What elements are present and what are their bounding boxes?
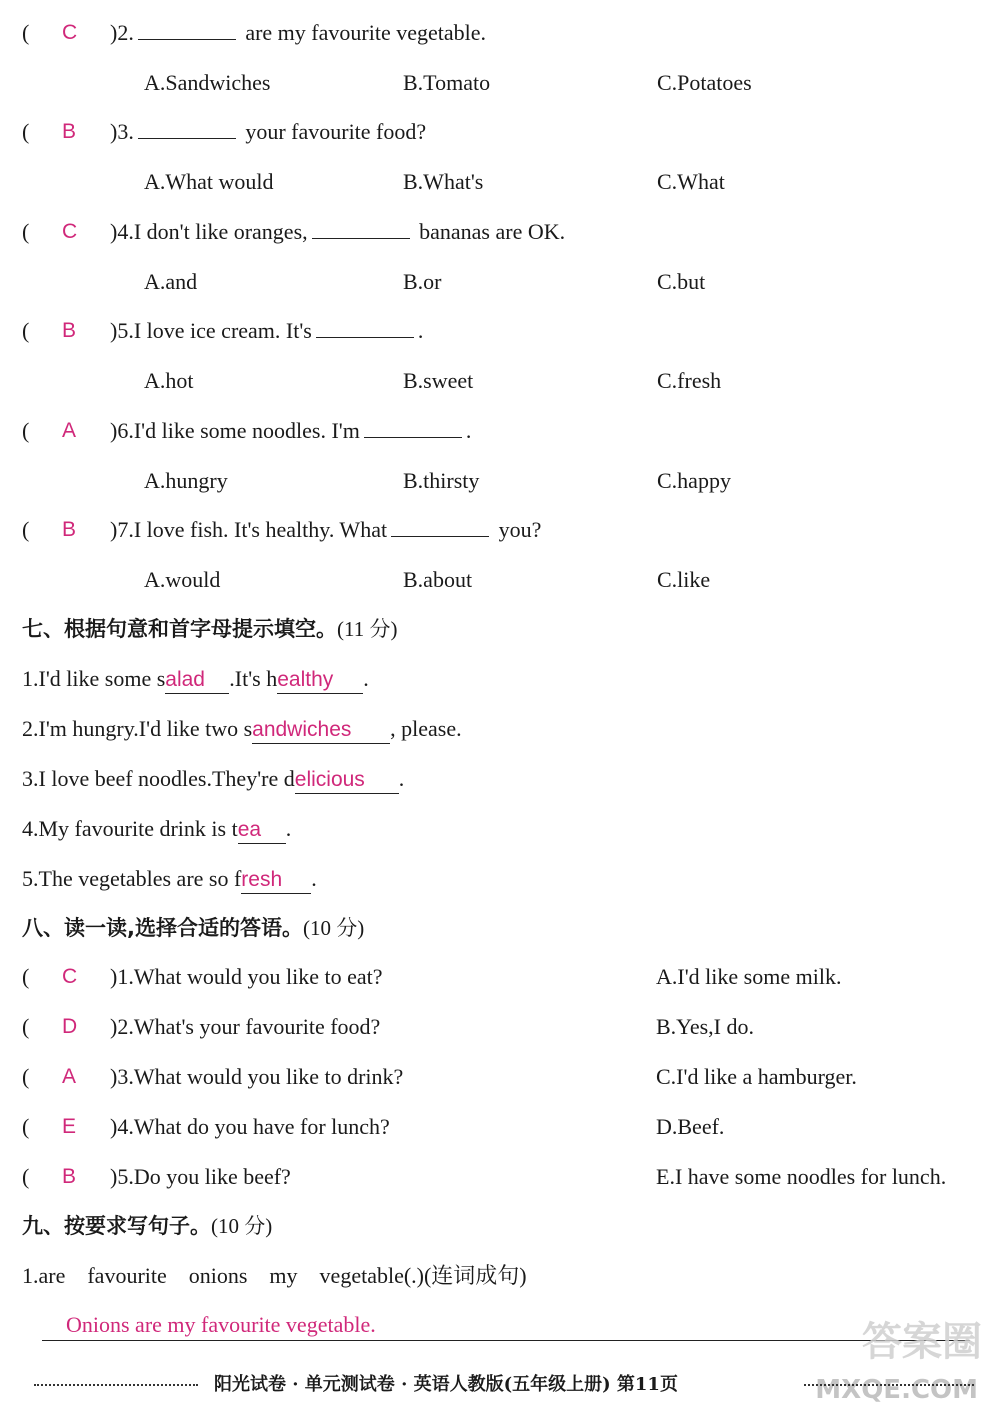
- section-9-heading: 九、按要求写句子。(10 分): [22, 1214, 273, 1238]
- match-row-4: ( E )4.What do you have for lunch?: [0, 1112, 1000, 1142]
- match-row-1: ( C )1.What would you like to eat?: [0, 962, 1000, 992]
- option-c: C.Potatoes: [657, 70, 752, 95]
- watermark-logo: 答案圈: [862, 1319, 982, 1365]
- section-7-heading: 七、根据句意和首字母提示填空。(11 分): [22, 617, 398, 641]
- mc-question-5: ( B )5.I love ice cream. It's .: [0, 316, 1000, 346]
- option-b: B.What's: [403, 169, 484, 194]
- mc-answer: A: [62, 419, 77, 442]
- fill-answer: andwiches: [252, 717, 390, 744]
- option-c: C.but: [657, 269, 706, 294]
- match-row-5: ( B )5.Do you like beef?: [0, 1162, 1000, 1192]
- option-a: A.would: [144, 567, 221, 592]
- answer-blank: [312, 218, 410, 239]
- fill-item-3: 3.I love beef noodles.They're delicious .: [22, 764, 404, 794]
- answer-blank: [364, 417, 462, 438]
- watermark-url: MXQE.COM: [815, 1375, 978, 1405]
- match-answer: D: [62, 1015, 78, 1038]
- answer-blank: [138, 19, 236, 40]
- footer-dots-left: [34, 1384, 198, 1386]
- fill-answer: alad: [165, 667, 229, 694]
- option-a: A.Sandwiches: [144, 70, 271, 95]
- fill-item-1: 1.I'd like some salad .It's healthy .: [22, 664, 369, 694]
- fill-item-2: 2.I'm hungry.I'd like two sandwiches , please.: [22, 714, 462, 744]
- mc-question-2: ( C )2. are my favourite vegetable.: [0, 18, 1000, 48]
- option-c: C.happy: [657, 468, 731, 493]
- option-c: C.like: [657, 567, 711, 592]
- mc-answer: B: [62, 319, 77, 342]
- match-answer: B: [62, 1165, 77, 1188]
- match-answer: A: [62, 1065, 77, 1088]
- paren-left: (: [22, 20, 30, 45]
- rewrite-answer: Onions are my favourite vegetable.: [66, 1312, 376, 1337]
- match-answer: C: [62, 965, 78, 988]
- answer-blank: [316, 317, 414, 338]
- match-reply: B.Yes,I do.: [656, 1014, 755, 1039]
- option-b: B.about: [403, 567, 473, 592]
- mc-answer: C: [62, 220, 78, 243]
- match-answer: E: [62, 1115, 77, 1138]
- option-b: B.Tomato: [403, 70, 491, 95]
- match-reply: E.I have some noodles for lunch.: [656, 1164, 947, 1189]
- section-8-heading: 八、读一读,选择合适的答语。(10 分): [22, 916, 365, 940]
- mc-answer: B: [62, 120, 77, 143]
- option-b: B.sweet: [403, 368, 474, 393]
- answer-blank: [391, 516, 489, 537]
- page-footer: [0, 1368, 1000, 1398]
- option-a: A.hungry: [144, 468, 228, 493]
- option-a: A.hot: [144, 368, 194, 393]
- match-reply: A.I'd like some milk.: [656, 964, 842, 989]
- mc-question-4: ( C )4.I don't like oranges, bananas are OK.: [0, 217, 1000, 247]
- footer-dots-right: [804, 1384, 974, 1386]
- mc-question-3: ( B )3. your favourite food?: [0, 117, 1000, 147]
- answer-blank: [138, 118, 236, 139]
- rewrite-answer-line: [42, 1310, 970, 1341]
- mc-answer: B: [62, 518, 77, 541]
- fill-item-4: 4.My favourite drink is tea .: [22, 814, 291, 844]
- fill-answer: ealthy: [277, 667, 363, 694]
- option-a: A.and: [144, 269, 198, 294]
- fill-answer: elicious: [295, 767, 399, 794]
- fill-answer: ea: [238, 817, 286, 844]
- option-a: A.What would: [144, 169, 274, 194]
- option-b: B.or: [403, 269, 442, 294]
- match-row-3: ( A )3.What would you like to drink?: [0, 1062, 1000, 1092]
- fill-item-5: 5.The vegetables are so fresh .: [22, 864, 317, 894]
- match-reply: C.I'd like a hamburger.: [656, 1064, 857, 1089]
- match-row-2: ( D )2.What's your favourite food?: [0, 1012, 1000, 1042]
- footer-text: 阳光试卷 · 单元测试卷 · 英语人教版(五年级上册) 第11页: [214, 1374, 678, 1395]
- option-b: B.thirsty: [403, 468, 480, 493]
- option-c: C.fresh: [657, 368, 722, 393]
- rewrite-item-1: 1.are favourite onions my vegetable(.)(连词成句): [22, 1263, 527, 1288]
- fill-answer: resh: [241, 867, 311, 894]
- mc-answer: C: [62, 21, 78, 44]
- mc-question-6: ( A )6.I'd like some noodles. I'm .: [0, 416, 1000, 446]
- mc-question-7: ( B )7.I love fish. It's healthy. What you?: [0, 515, 1000, 545]
- option-c: C.What: [657, 169, 725, 194]
- match-reply: D.Beef.: [656, 1114, 725, 1139]
